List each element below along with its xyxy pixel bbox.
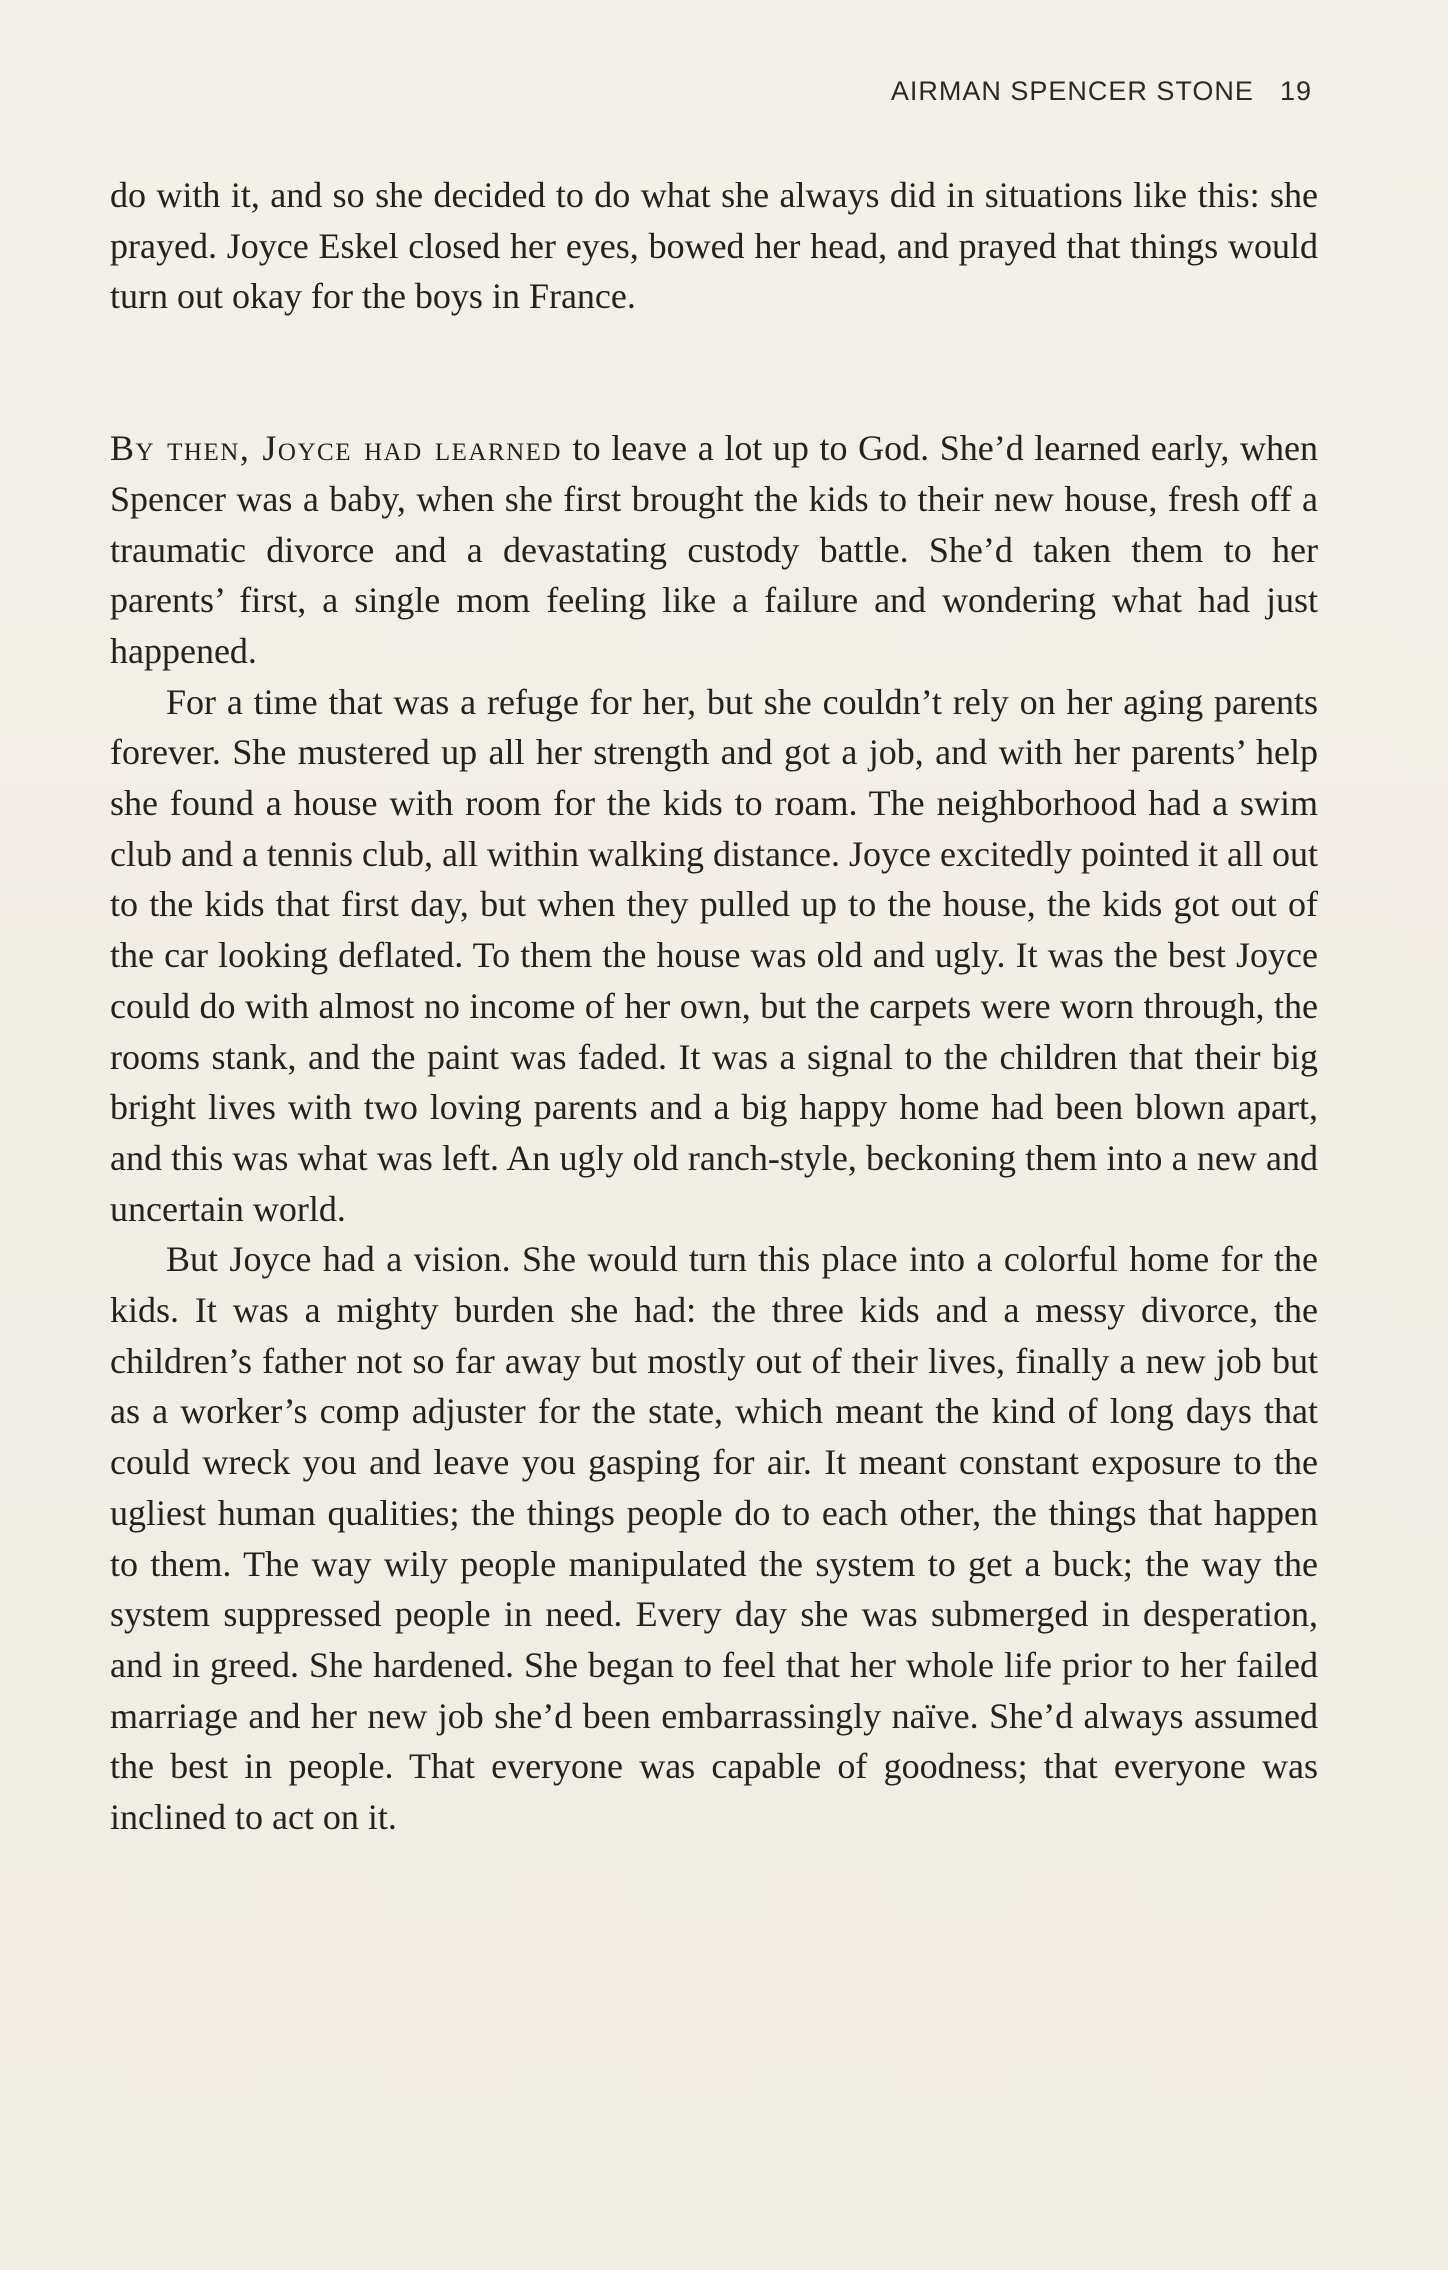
- paragraph-section-opening: [110, 423, 1318, 677]
- section-opening-text: to leave a lot up to God. She’d learned early, when Spencer was a baby, when she first brought the kids to their new house, fresh off a traumatic divorce and a devastating custody battle. She’d taken them to her parents’ first, a single mom feeling like a failure and wondering what had just happened.: [110, 428, 1319, 671]
- page-number: 19: [1279, 76, 1312, 106]
- section-break: [110, 322, 1318, 423]
- section-lead-in: By then, Joyce had learned: [110, 428, 562, 469]
- running-header: [891, 76, 1312, 107]
- running-title: AIRMAN SPENCER STONE: [890, 76, 1254, 106]
- paragraph: For a time that was a refuge for her, but she couldn’t rely on her aging parents forever. She mustered up all her strength and got a job, and with her parents’ help she found a house with room for the kids to roam. The neighborhood had a swim club and a tennis club, all within walking distance. Joyce excitedly pointed it all out to the kids that first day, but when they pulled up to the house, the kids got out of the car looking deflated. To them the house was old and ugly. It was the best Joyce could do with almost no income of her own, but the carpets were worn through, the rooms stank, and the paint was faded. It was a signal to the children that their big bright lives with two loving parents and a big happy home had been blown apart, and this was what was left. An ugly old ranch-style, beckoning them into a new and uncertain world.: [110, 681, 1318, 1229]
- paragraph-continued: do with it, and so she decided to do what she always did in situations like this: she prayed. Joyce Eskel closed her eyes, bowed her head, and prayed that things would turn out okay for the boys in France.: [110, 175, 1318, 317]
- paragraph: But Joyce had a vision. She would turn this place into a colorful home for the kids. It was a mighty burden she had: the three kids and a messy divorce, the children’s father not so far away but mostly out of their lives, finally a new job but as a worker’s comp adjuster for the state, which meant the kind of long days that could wreck you and leave you gasping for air. It meant constant exposure to the ugliest human qualities; the things people do to each other, the things that happen to them. The way wily people manipulated the system to get a buck; the way the system suppressed people in need. Every day she was submerged in desperation, and in greed. She hardened. She began to feel that her whole life prior to her failed marriage and her new job she’d been embarrassingly naïve. She’d always assumed the best in people. That everyone was capable of goodness; that everyone was inclined to act on it.: [110, 1239, 1318, 1838]
- body-text: [110, 170, 1318, 1843]
